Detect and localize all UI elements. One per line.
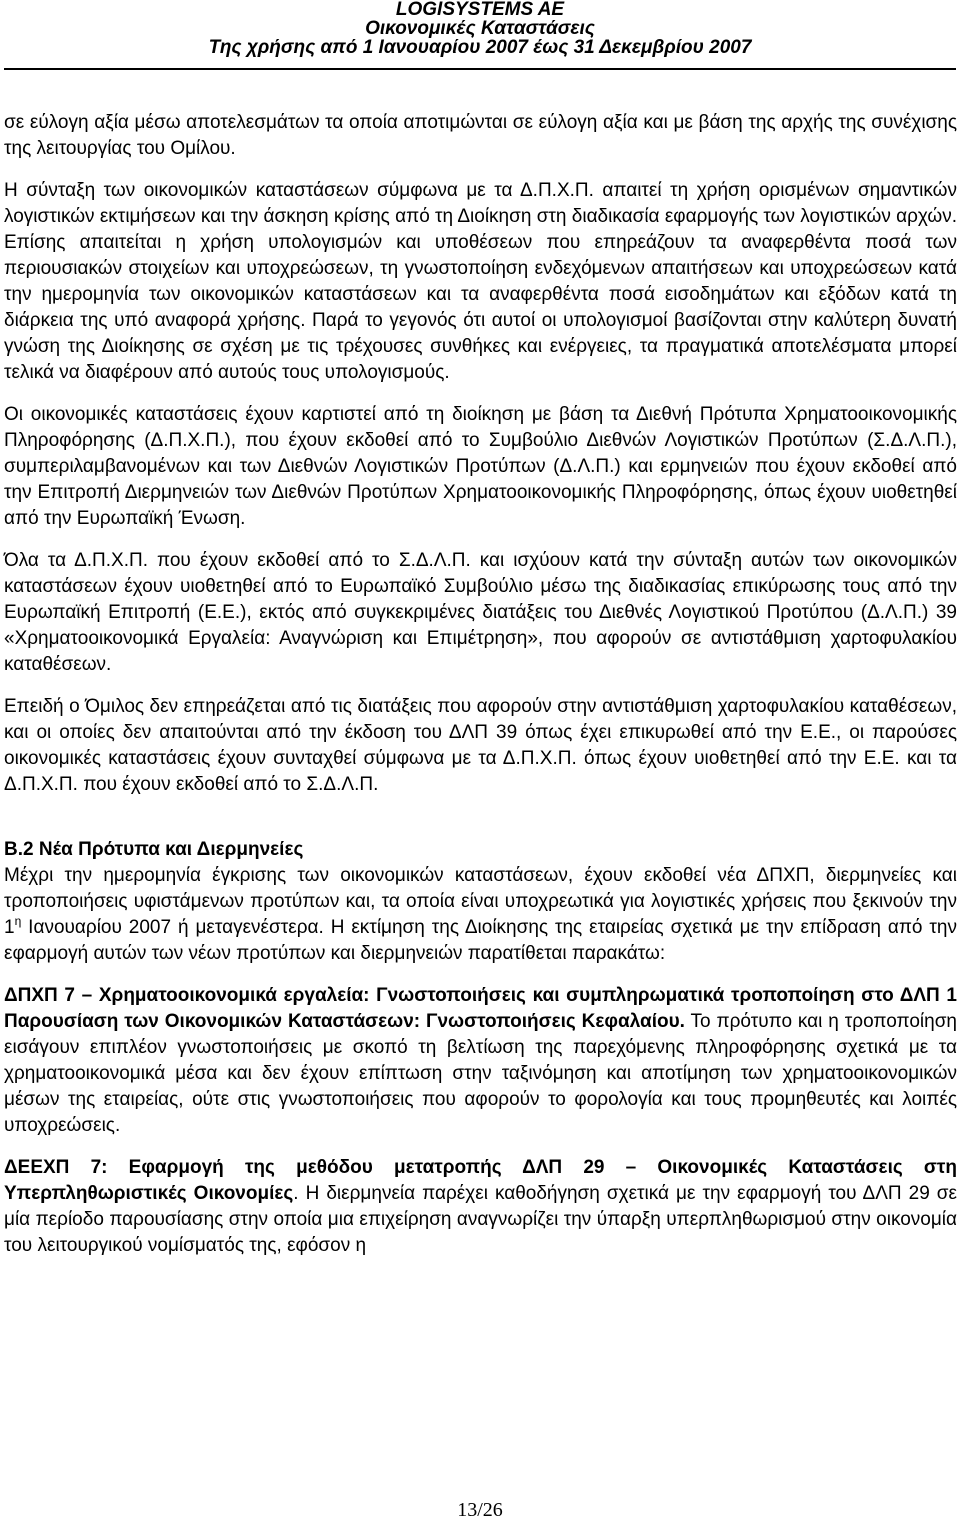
paragraph-text: Το πρότυπο και η τροποποίηση εισάγουν επιπλέον γνωστοποιήσεις με σκοπό τη βελτίωση της παρεχόμενης πληροφόρησης σχετικά με τα χρηματοοικονομικά μέσα και δεν έχουν επίπτωση στην ταξινόμηση και αποτίμηση των χρηματοοικονομικών μέσων της εταιρείας, ούτε στις γνωστοποιήσεις που αφορούν το φορολογία και τους προμηθευτές και λοιπές υποχρεώσεις. bbox=[4, 1011, 957, 1136]
page-number: 13/26 bbox=[457, 1499, 503, 1521]
standard-title: ΔΕΕΧΠ 7: Εφαρμογή της μεθόδου μετατροπής ΔΛΠ 29 – Οικονομικές Καταστάσεις στη Υπερπληθωριστικές Οικονομίες bbox=[4, 1157, 957, 1204]
fiscal-period: Της χρήσης από 1 Ιανουαρίου 2007 έως 31 Δεκεμβρίου 2007 bbox=[208, 37, 752, 58]
document-subtitle: Οικονομικές Καταστάσεις bbox=[365, 18, 595, 39]
document-body bbox=[4, 110, 957, 1259]
ordinal-superscript: η bbox=[14, 914, 22, 928]
section-heading: Β.2 Νέα Πρότυπα και Διερμηνείες bbox=[4, 839, 304, 860]
paragraph: Η σύνταξη των οικονομικών καταστάσεων σύμφωνα με τα Δ.Π.Χ.Π. απαιτεί τη χρήση ορισμένων σημαντικών λογιστικών εκτιμήσεων και την άσκηση κρίσης από τη Διοίκηση στη διαδικασία εφαρμογής των λογιστικών αρχών. Επίσης απαιτείται η χρήση υπολογισμών και υποθέσεων που επηρεάζουν τα αναφερθέντα ποσά των περιουσιακών στοιχείων και υποχρεώσεων, τη γνωστοποίηση ενδεχόμενων απαιτήσεων και υποχρεώσεων κατά την ημερομηνία των οικονομικών καταστάσεων και τα αναφερθέντα ποσά εισοδημάτων και εξόδων κατά τη διάρκεια της υπό αναφορά χρήσης. Παρά το γεγονός ότι αυτοί οι υπολογισμοί βασίζονται στην καλύτερη δυνατή γνώση της Διοίκησης σε σχέση με τις τρέχουσες συνθήκες και ενέργειες, τα πραγματικά αποτελέσματα μπορεί τελικά να διαφέρουν από αυτούς τους υπολογισμούς. bbox=[4, 180, 957, 383]
paragraph-text: Μέχρι την ημερομηνία έγκρισης των οικονομικών καταστάσεων, έχουν εκδοθεί νέα ΔΠΧΠ, διερμηνείες και τροποποιήσεις υφιστάμενων προτύπων και, τα οποία είναι υποχρεωτικά για λογιστικές χρήσεις που ξεκινούν την 1 bbox=[4, 865, 957, 938]
paragraph: Επειδή ο Όμιλος δεν επηρεάζεται από τις διατάξεις που αφορούν στην αντιστάθμιση χαρτοφυλακίου καταθέσεων, και οι οποίες δεν απαιτούνται από την έκδοση του ΔΛΠ 39 όπως έχει επικυρωθεί από την Ε.Ε., οι παρούσες οικονομικές καταστάσεις έχουν συνταχθεί σύμφωνα με τα Δ.Π.Χ.Π. όπως έχουν υιοθετηθεί από την Ε.Ε. και τα Δ.Π.Χ.Π. που έχουν εκδοθεί από το Σ.Δ.Λ.Π. bbox=[4, 696, 957, 795]
paragraph bbox=[4, 983, 957, 1139]
paragraph-text: . Η διερμηνεία παρέχει καθοδήγηση σχετικά με την εφαρμογή του ΔΛΠ 29 σε μία περίοδο παρουσίασης στην οποία μια επιχείρηση αναγνωρίζει την ύπαρξη υπερπληθωρισμού στην οικονομία του λειτουργικού νομίσματός της, εφόσον η bbox=[4, 1183, 958, 1256]
paragraph: σε εύλογη αξία μέσω αποτελεσμάτων τα οποία αποτιμώνται σε εύλογη αξία και με βάση της αρχής της συνέχισης της λειτουργίας του Ομίλου. bbox=[4, 112, 957, 159]
header-divider bbox=[4, 68, 956, 70]
standard-title: ΔΠΧΠ 7 – Χρηματοοικονομικά εργαλεία: Γνωστοποιήσεις και συμπληρωματικά τροποποίηση στο ΔΛΠ 1 Παρουσίαση των Οικονομικών Καταστάσεων: Γνωστοποιήσεις Κεφαλαίου. bbox=[4, 985, 957, 1032]
paragraph: Όλα τα Δ.Π.Χ.Π. που έχουν εκδοθεί από το Σ.Δ.Λ.Π. και ισχύουν κατά την σύνταξη αυτών των οικονομικών καταστάσεων έχουν υιοθετηθεί από το Ευρωπαϊκό Συμβούλιο μέσω της διαδικασίας επικύρωσης τους από την Ευρωπαϊκή Επιτροπή (Ε.Ε.), εκτός από συγκεκριμένες διατάξεις του Διεθνές Λογιστικού Προτύπου (Δ.Λ.Π.) 39 «Χρηματοοικονομικά Εργαλεία: Αναγνώριση και Επιμέτρηση», που αφορούν σε αντιστάθμιση χαρτοφυλακίου καταθέσεων. bbox=[4, 550, 957, 675]
paragraph bbox=[4, 1155, 957, 1259]
paragraph bbox=[4, 863, 957, 967]
paragraph: Οι οικονομικές καταστάσεις έχουν καρτιστεί από τη διοίκηση με βάση τα Διεθνή Πρότυπα Χρηματοοικονομικής Πληροφόρησης (Δ.Π.Χ.Π.), που έχουν εκδοθεί από το Συμβούλιο Διεθνών Λογιστικών Προτύπων (Σ.Δ.Λ.Π.), συμπεριλαμβανομένων και των Διεθνών Λογιστικών Προτύπων (Δ.Λ.Π.) και ερμηνειών που έχουν εκδοθεί από την Επιτροπή Διερμηνειών των Διεθνών Προτύπων Χρηματοοικονομικής Πληροφόρησης, όπως έχουν υιοθετηθεί από την Ευρωπαϊκή Ένωση. bbox=[4, 404, 957, 529]
page-header bbox=[0, 0, 960, 57]
company-name: LOGISYSTEMS AE bbox=[395, 0, 565, 20]
paragraph-text: Ιανουαρίου 2007 ή μεταγενέστερα. Η εκτίμηση της Διοίκησης της εταιρείας σχετικά με την επίδραση από την εφαρμογή αυτών των νέων προτύπων και διερμηνειών παρατίθεται παρακάτω: bbox=[4, 917, 957, 964]
